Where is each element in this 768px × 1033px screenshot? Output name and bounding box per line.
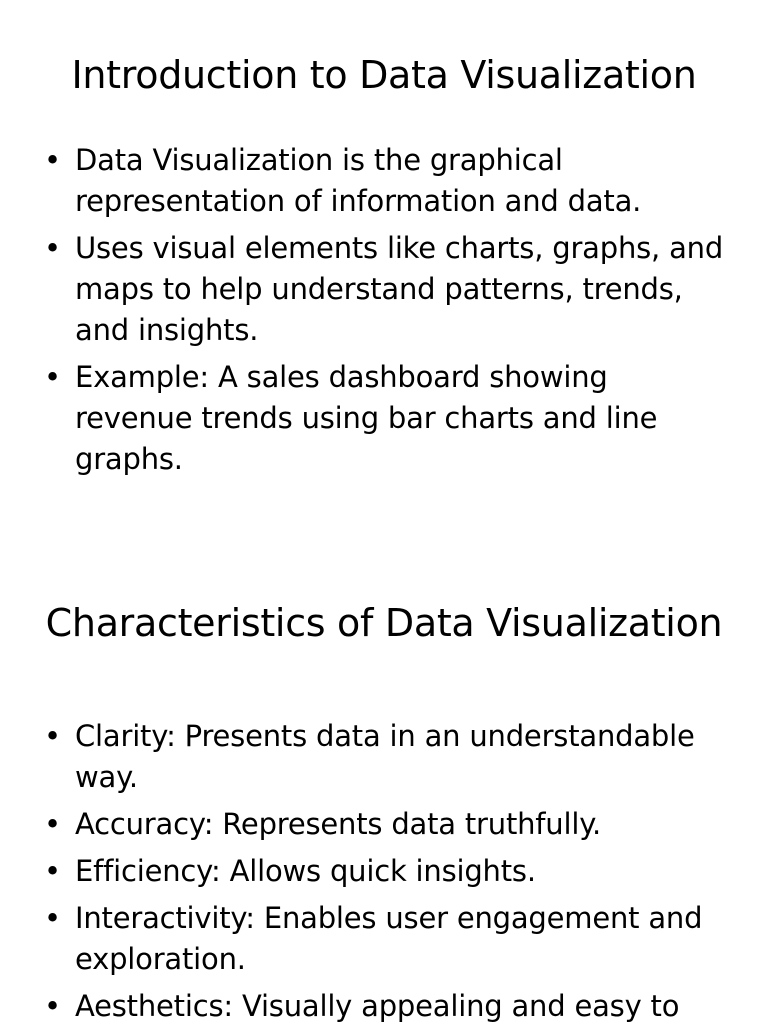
bullet-text: Data Visualization is the graphical representation of information and data.	[75, 143, 642, 218]
bullet-item	[0, 851, 768, 892]
bullet-item	[0, 357, 768, 480]
bullet-list	[0, 140, 768, 486]
bullet-text: Clarity: Presents data in an understandable way.	[75, 719, 695, 794]
bullet-text: Accuracy: Represents data truthfully.	[75, 807, 602, 841]
bullet-item	[0, 898, 768, 980]
bullet-text: Example: A sales dashboard showing revenue trends using bar charts and line graphs.	[75, 360, 658, 476]
bullet-item	[0, 716, 768, 798]
slide-title: Characteristics of Data Visualization	[45, 601, 723, 645]
bullet-icon: •	[44, 854, 61, 888]
bullet-list	[0, 716, 768, 1033]
bullet-item	[0, 228, 768, 351]
bullet-icon: •	[44, 143, 61, 177]
bullet-text: Uses visual elements like charts, graphs, and maps to help understand patterns, trends, and insights.	[75, 231, 724, 347]
bullet-text: Interactivity: Enables user engagement and exploration.	[75, 901, 703, 976]
bullet-text: Efficiency: Allows quick insights.	[75, 854, 536, 888]
bullet-icon: •	[44, 231, 61, 265]
bullet-icon: •	[44, 807, 61, 841]
slide-title: Introduction to Data Visualization	[71, 53, 697, 97]
slide-characteristics	[0, 560, 768, 1024]
bullet-icon: •	[44, 719, 61, 753]
bullet-icon: •	[44, 989, 61, 1023]
bullet-item	[0, 986, 768, 1027]
bullet-item	[0, 140, 768, 222]
bullet-icon: •	[44, 360, 61, 394]
bullet-text: Aesthetics: Visually appealing and easy to	[75, 989, 680, 1023]
bullet-icon: •	[44, 901, 61, 935]
bullet-item	[0, 804, 768, 845]
